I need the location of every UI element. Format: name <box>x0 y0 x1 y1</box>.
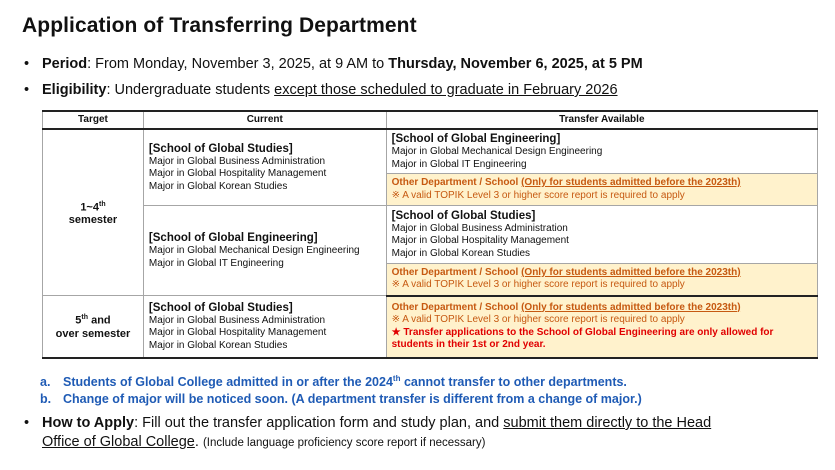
notes <box>40 370 642 408</box>
header-current: Current <box>143 111 386 129</box>
period-end: Thursday, November 6, 2025, at 5 PM <box>388 56 643 72</box>
transfer-table <box>42 110 818 359</box>
bullet-period <box>24 55 643 74</box>
transfer-other-department: Other Department / School (Only for students admitted before the 2023th) ※ A valid TOPIK Level 3 or higher score report is required to apply <box>386 264 817 296</box>
table-row <box>43 129 818 174</box>
header-transfer: Transfer Available <box>386 111 817 129</box>
current-global-studies: [School of Global Studies] Major in Global Business Administration Major in Global Hospitality Management Major in Global Korean Studies <box>143 129 386 206</box>
eligibility-text: : Undergraduate students <box>106 82 275 98</box>
target-1-4-semester: 1~4th semester <box>43 129 144 296</box>
note-b: b. Change of major will be noticed soon. (A department transfer is different from a change of major.) <box>40 392 642 407</box>
current-global-studies-5th: [School of Global Studies] Major in Global Business Administration Major in Global Hospitality Management Major in Global Korean Studies <box>143 296 386 358</box>
bullet-marker: • <box>24 415 30 431</box>
table-row <box>43 206 818 264</box>
period-label: Period <box>42 56 88 72</box>
page-title: Application of Transferring Department <box>22 14 417 37</box>
how-note: (Include language proficiency score report if necessary) <box>202 437 486 449</box>
current-global-engineering: [School of Global Engineering] Major in Global Mechanical Design Engineering Major in Global IT Engineering <box>143 206 386 296</box>
transfer-global-studies: [School of Global Studies] Major in Global Business Administration Major in Global Hospitality Management Major in Global Korean Studies <box>386 206 817 264</box>
note-a: a. Students of Global College admitted in or after the 2024th cannot transfer to other departments. <box>40 374 627 390</box>
how-submit: submit them directly to the Head <box>503 415 712 431</box>
how-label: How to Apply <box>42 415 135 431</box>
header-target: Target <box>43 111 144 129</box>
eligibility-label: Eligibility <box>42 82 107 98</box>
bullet-how-to-apply: • How to Apply: Fill out the transfer application form and study plan, and submit them directly to the Head Office of Global College. (Include language proficiency score report if necessary) <box>24 415 712 450</box>
bullet-eligibility <box>24 81 618 100</box>
transfer-other-department-5th: Other Department / School (Only for students admitted before the 2023th) ※ A valid TOPIK Level 3 or higher score report is required to apply ★ Transfer applications to the School of Global Engineering are only allowed for students in their 1st or 2nd year. <box>386 296 817 358</box>
target-5th-over-semester: 5th and over semester <box>43 296 144 358</box>
engineering-restriction-note: ★ Transfer applications to the School of Global Engineering are only allowed for students in their 1st or 2nd year. <box>391 326 774 350</box>
bullet-marker: • <box>24 82 30 98</box>
transfer-other-department: Other Department / School (Only for students admitted before the 2023th) ※ A valid TOPIK Level 3 or higher score report is required to apply <box>386 174 817 206</box>
transfer-global-engineering: [School of Global Engineering] Major in Global Mechanical Design Engineering Major in Global IT Engineering <box>386 129 817 174</box>
bullet-marker: • <box>24 56 30 72</box>
table-header-row <box>43 111 818 129</box>
eligibility-exception: except those scheduled to graduate in February 2026 <box>274 82 618 98</box>
how-text: : Fill out the transfer application form and study plan, and <box>134 415 504 431</box>
how-office: Office of Global College <box>42 434 195 450</box>
period-text: : From Monday, November 3, 2025, at 9 AM to <box>87 56 389 72</box>
table-row <box>43 296 818 358</box>
